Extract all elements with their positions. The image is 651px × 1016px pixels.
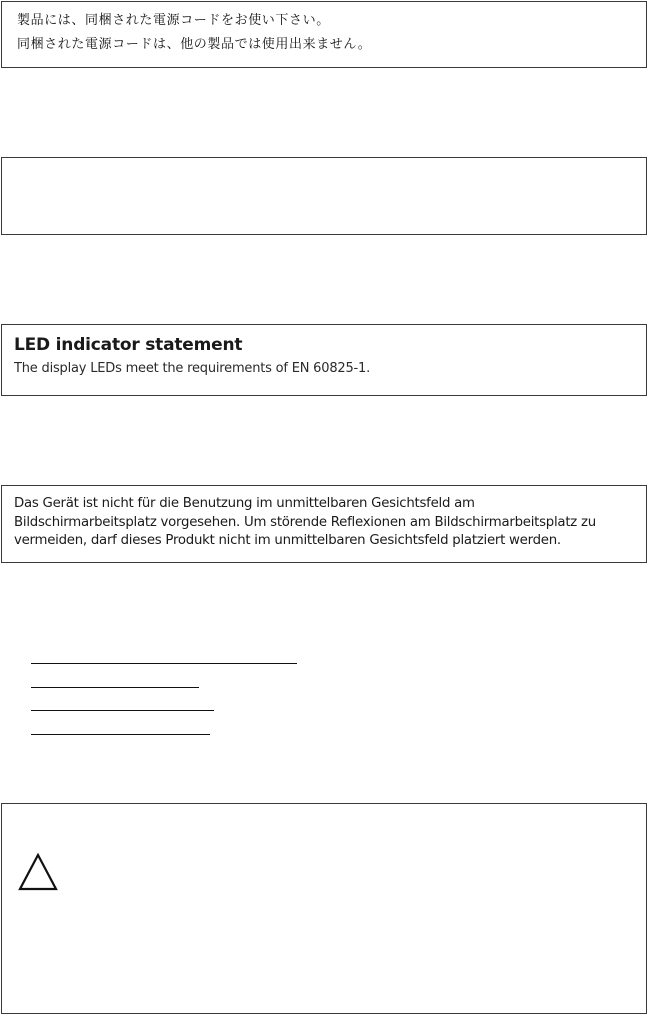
blank-underline-1 bbox=[31, 663, 297, 664]
warning-triangle-icon bbox=[18, 853, 58, 891]
blank-underline-4 bbox=[31, 734, 210, 735]
blank-underline-3 bbox=[31, 710, 214, 711]
german-notice-line-2: Bildschirmarbeitsplatz vorgesehen. Um störende Reflexionen am Bildschirmarbeitsplatz zu bbox=[14, 514, 596, 530]
german-notice-line-3: vermeiden, darf dieses Produkt nicht im unmittelbaren Gesichtsfeld platziert werden. bbox=[14, 533, 561, 548]
blank-underline-2 bbox=[31, 687, 199, 688]
german-workplace-notice bbox=[1, 485, 647, 563]
led-indicator-statement-box bbox=[1, 324, 647, 396]
japanese-notice-line-1: 製品には、同梱された電源コードをお使い下さい。 bbox=[17, 13, 330, 28]
led-statement-text: The display LEDs meet the requirements of EN 60825-1. bbox=[14, 361, 371, 376]
warning-notice-box bbox=[1, 803, 647, 1014]
led-statement-title: LED indicator statement bbox=[14, 335, 243, 355]
empty-notice-box bbox=[1, 157, 647, 235]
german-notice-line-1: Das Gerät ist nicht für die Benutzung im unmittelbaren Gesichtsfeld am bbox=[14, 496, 475, 511]
japanese-power-cord-notice bbox=[1, 1, 647, 68]
japanese-notice-line-2: 同梱された電源コードは、他の製品では使用出来ません。 bbox=[17, 37, 372, 52]
